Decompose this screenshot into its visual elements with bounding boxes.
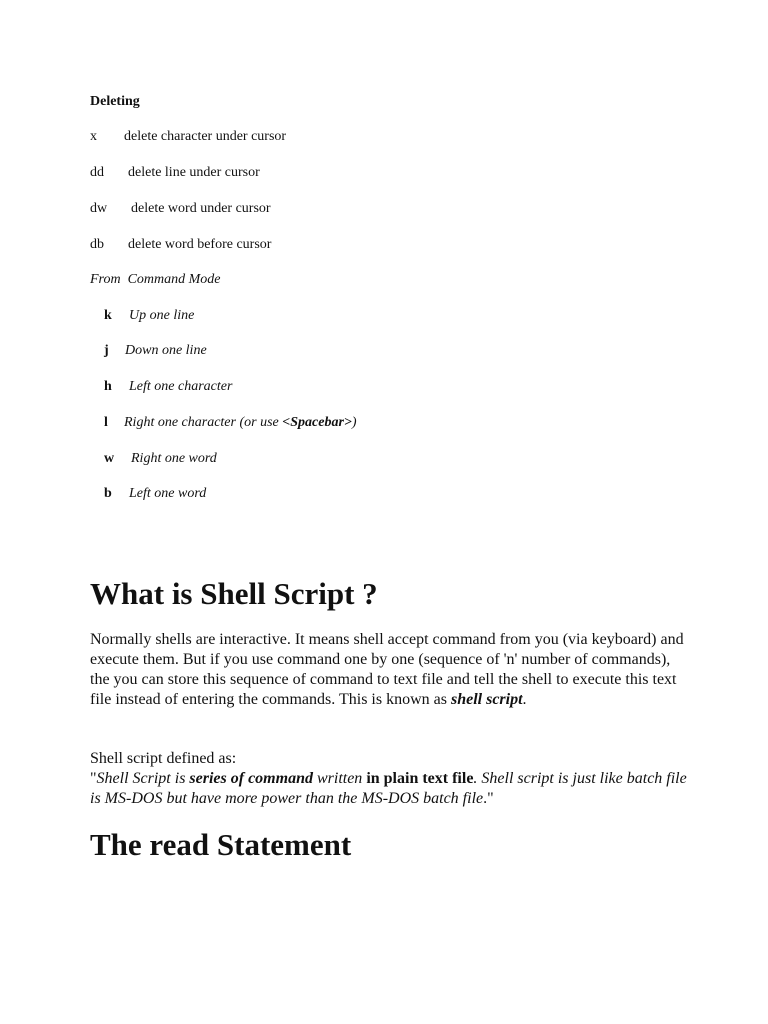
quote-emphasis: series of command bbox=[189, 770, 313, 787]
quote-text: Shell Script is bbox=[96, 770, 190, 787]
paragraph-end: . bbox=[522, 691, 527, 708]
movement-key: j bbox=[104, 343, 109, 358]
command-key: db bbox=[90, 237, 104, 252]
command-row bbox=[90, 165, 260, 181]
command-description: delete word before cursor bbox=[128, 237, 272, 252]
deleting-heading: Deleting bbox=[90, 94, 140, 109]
definition-label: Shell script defined as: bbox=[90, 750, 237, 767]
movement-description bbox=[124, 415, 357, 431]
movement-row bbox=[104, 415, 357, 431]
definition-block bbox=[90, 749, 690, 809]
movement-row bbox=[104, 451, 217, 467]
movement-row bbox=[104, 308, 194, 324]
paragraph-text: Normally shells are interactive. It means shell accept command from you (via keyboard) and execute them. But if you use command one by one (sequence of 'n' number of commands), the you can store this sequence of command to text file and tell the shell to execute this text file instead of entering the commands. This is known as bbox=[90, 631, 684, 708]
movement-row bbox=[104, 486, 206, 502]
command-key: x bbox=[90, 129, 97, 144]
movement-description-end: ) bbox=[351, 415, 357, 430]
movement-description: Up one line bbox=[129, 308, 195, 323]
quote-open: " bbox=[90, 770, 97, 787]
movement-key: l bbox=[104, 415, 108, 430]
command-description: delete line under cursor bbox=[128, 165, 260, 180]
movement-key: h bbox=[104, 379, 112, 394]
command-row bbox=[90, 129, 286, 145]
command-key: dd bbox=[90, 165, 104, 180]
shell-script-term: shell script bbox=[450, 691, 523, 708]
command-description: delete character under cursor bbox=[124, 129, 287, 144]
movement-description-text: Right one character (or use bbox=[124, 415, 283, 430]
command-mode-heading: From Command Mode bbox=[90, 272, 221, 287]
movement-description: Down one line bbox=[125, 343, 207, 358]
movement-row bbox=[104, 343, 207, 359]
command-description: delete word under cursor bbox=[131, 201, 271, 216]
movement-description: Left one word bbox=[129, 486, 207, 501]
spacebar-key-text: <Spacebar> bbox=[282, 415, 352, 430]
quote-text: written bbox=[312, 770, 367, 787]
movement-key: k bbox=[104, 308, 112, 323]
quote-emphasis: in plain text file bbox=[366, 770, 474, 787]
read-statement-title: The read Statement bbox=[90, 827, 352, 862]
command-row bbox=[90, 201, 271, 217]
definition-quote bbox=[90, 769, 690, 809]
movement-key: w bbox=[104, 451, 115, 466]
shell-script-title: What is Shell Script ? bbox=[90, 576, 378, 611]
command-row bbox=[90, 237, 271, 253]
quote-close: ." bbox=[483, 790, 494, 807]
movement-key: b bbox=[104, 486, 112, 501]
movement-row bbox=[104, 379, 232, 395]
movement-description: Right one word bbox=[131, 451, 217, 466]
quote-text: . Shell script is just like batch file is MS-DOS but have more power than the MS-DOS batch file bbox=[90, 770, 687, 807]
shell-script-paragraph bbox=[90, 630, 690, 710]
command-key: dw bbox=[90, 201, 108, 216]
movement-description: Left one character bbox=[129, 379, 233, 394]
